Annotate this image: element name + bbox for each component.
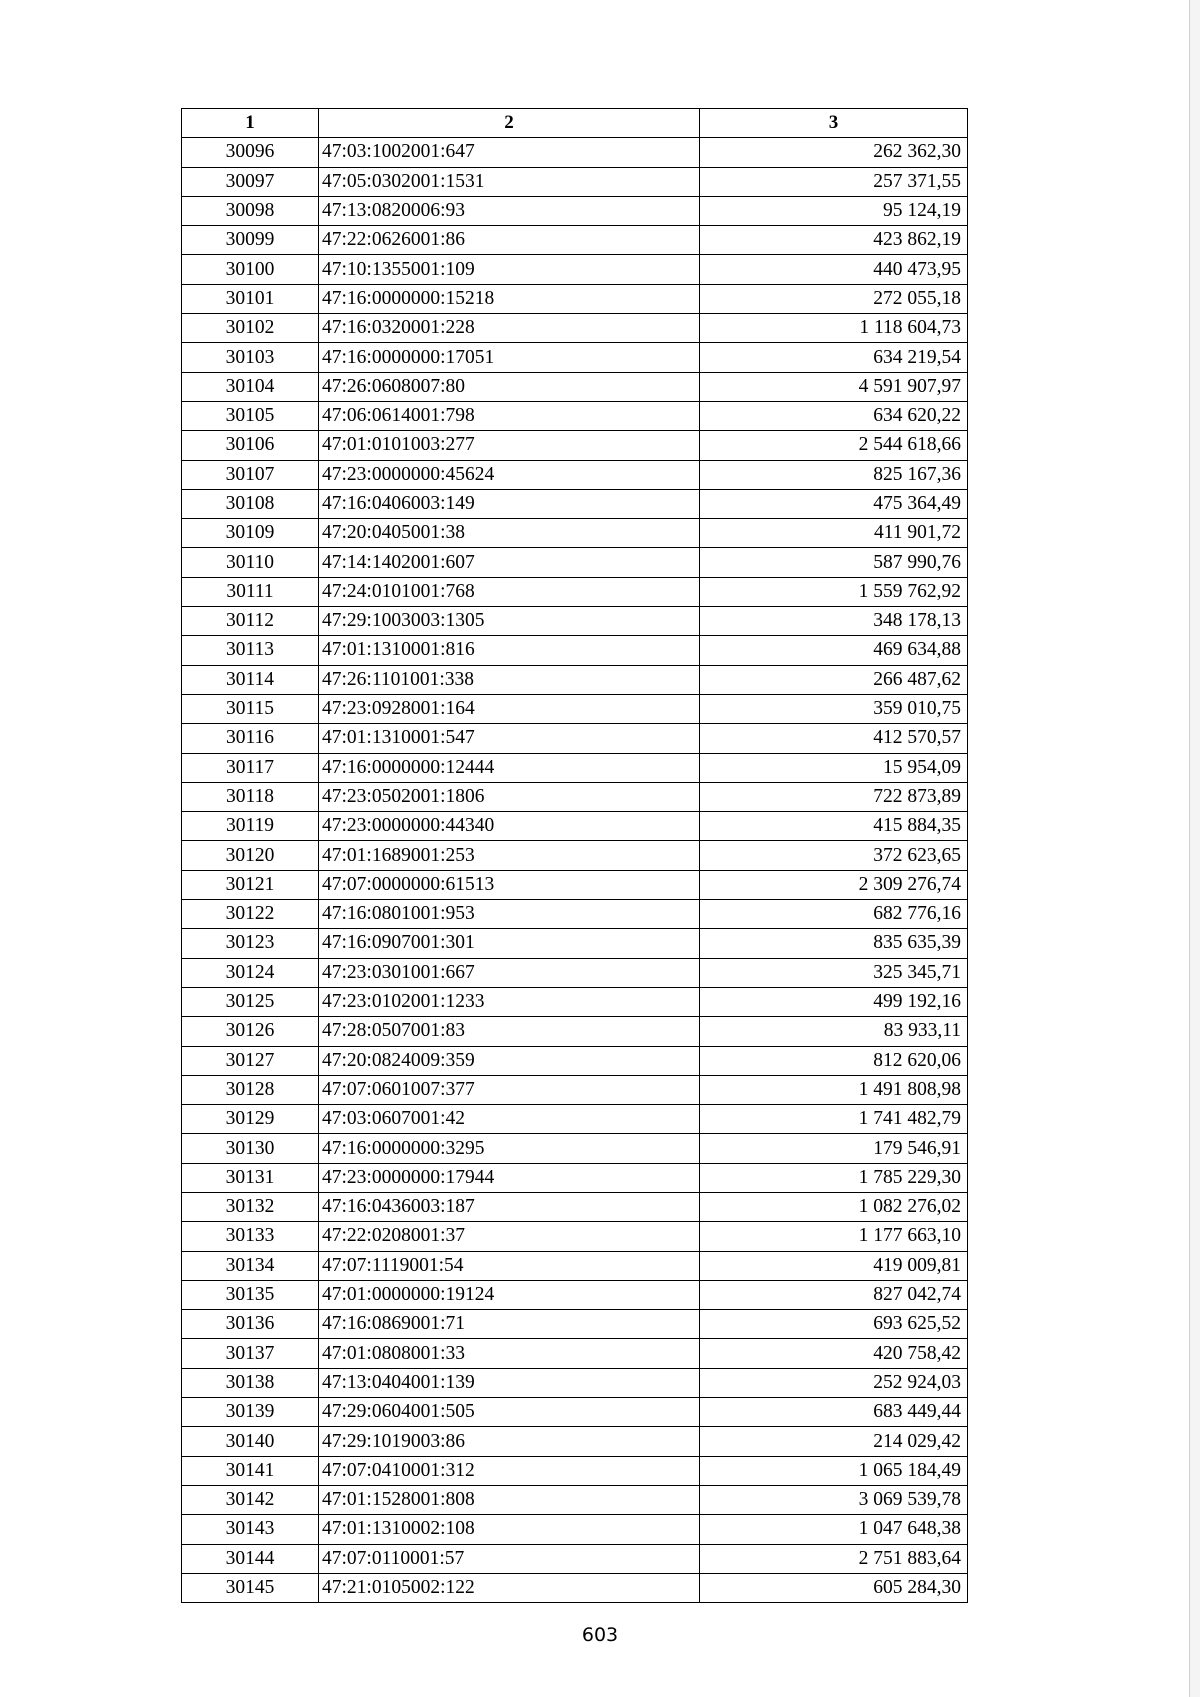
row-number-cell: 30098 [182, 196, 319, 225]
cadastral-number-cell: 47:07:0110001:57 [319, 1544, 700, 1573]
table-row [182, 577, 968, 606]
cadastral-number-cell: 47:24:0101001:768 [319, 577, 700, 606]
cadastral-value-cell: 420 758,42 [700, 1339, 968, 1368]
column-header-2: 2 [319, 109, 700, 138]
cadastral-value-cell: 1 082 276,02 [700, 1192, 968, 1221]
table-row [182, 1222, 968, 1251]
cadastral-number-cell: 47:29:0604001:505 [319, 1398, 700, 1427]
cadastral-number-cell: 47:13:0820006:93 [319, 196, 700, 225]
cadastral-number-cell: 47:10:1355001:109 [319, 255, 700, 284]
row-number-cell: 30121 [182, 870, 319, 899]
table-row [182, 401, 968, 430]
row-number-cell: 30127 [182, 1046, 319, 1075]
table-row [182, 1280, 968, 1309]
row-number-cell: 30107 [182, 460, 319, 489]
row-number-cell: 30111 [182, 577, 319, 606]
cadastral-value-cell: 266 487,62 [700, 665, 968, 694]
table-row [182, 1105, 968, 1134]
row-number-cell: 30130 [182, 1134, 319, 1163]
column-header-1: 1 [182, 109, 319, 138]
table-row [182, 929, 968, 958]
cadastral-value-cell: 693 625,52 [700, 1310, 968, 1339]
cadastral-value-cell: 359 010,75 [700, 694, 968, 723]
table-row [182, 372, 968, 401]
table-row [182, 167, 968, 196]
cadastral-value-cell: 722 873,89 [700, 782, 968, 811]
cadastral-value-cell: 634 620,22 [700, 401, 968, 430]
cadastral-number-cell: 47:29:1019003:86 [319, 1427, 700, 1456]
cadastral-value-cell: 827 042,74 [700, 1280, 968, 1309]
table-header-row [182, 109, 968, 138]
cadastral-value-cell: 634 219,54 [700, 343, 968, 372]
table-row [182, 1398, 968, 1427]
row-number-cell: 30123 [182, 929, 319, 958]
cadastral-number-cell: 47:16:0000000:17051 [319, 343, 700, 372]
table-row [182, 226, 968, 255]
cadastral-value-cell: 1 491 808,98 [700, 1075, 968, 1104]
cadastral-value-cell: 179 546,91 [700, 1134, 968, 1163]
cadastral-value-cell: 252 924,03 [700, 1368, 968, 1397]
cadastral-value-cell: 423 862,19 [700, 226, 968, 255]
table-row [182, 987, 968, 1016]
table-row [182, 1192, 968, 1221]
row-number-cell: 30139 [182, 1398, 319, 1427]
cadastral-number-cell: 47:16:0869001:71 [319, 1310, 700, 1339]
cadastral-value-cell: 1 065 184,49 [700, 1456, 968, 1485]
cadastral-number-cell: 47:01:0000000:19124 [319, 1280, 700, 1309]
table-row [182, 753, 968, 782]
column-header-3: 3 [700, 109, 968, 138]
row-number-cell: 30118 [182, 782, 319, 811]
row-number-cell: 30119 [182, 812, 319, 841]
table-row [182, 1310, 968, 1339]
cadastral-number-cell: 47:26:1101001:338 [319, 665, 700, 694]
cadastral-value-cell: 440 473,95 [700, 255, 968, 284]
row-number-cell: 30102 [182, 314, 319, 343]
table-row [182, 1251, 968, 1280]
cadastral-number-cell: 47:23:0928001:164 [319, 694, 700, 723]
cadastral-value-cell: 411 901,72 [700, 519, 968, 548]
table-row [182, 812, 968, 841]
cadastral-number-cell: 47:07:1119001:54 [319, 1251, 700, 1280]
cadastral-value-cell: 4 591 907,97 [700, 372, 968, 401]
cadastral-number-cell: 47:01:1310001:816 [319, 636, 700, 665]
row-number-cell: 30105 [182, 401, 319, 430]
cadastral-number-cell: 47:23:0301001:667 [319, 958, 700, 987]
cadastral-number-cell: 47:01:1310001:547 [319, 724, 700, 753]
row-number-cell: 30110 [182, 548, 319, 577]
cadastral-number-cell: 47:26:0608007:80 [319, 372, 700, 401]
cadastral-number-cell: 47:20:0405001:38 [319, 519, 700, 548]
row-number-cell: 30106 [182, 431, 319, 460]
row-number-cell: 30136 [182, 1310, 319, 1339]
table-row [182, 1046, 968, 1075]
cadastral-value-cell: 348 178,13 [700, 607, 968, 636]
row-number-cell: 30117 [182, 753, 319, 782]
table-row [182, 431, 968, 460]
cadastral-value-cell: 812 620,06 [700, 1046, 968, 1075]
cadastral-value-cell: 3 069 539,78 [700, 1485, 968, 1514]
cadastral-value-cell: 214 029,42 [700, 1427, 968, 1456]
cadastral-number-cell: 47:23:0000000:17944 [319, 1163, 700, 1192]
table-row [182, 636, 968, 665]
cadastral-value-cell: 469 634,88 [700, 636, 968, 665]
cadastral-value-cell: 95 124,19 [700, 196, 968, 225]
cadastral-value-cell: 825 167,36 [700, 460, 968, 489]
cadastral-value-cell: 1 559 762,92 [700, 577, 968, 606]
cadastral-number-cell: 47:07:0601007:377 [319, 1075, 700, 1104]
row-number-cell: 30134 [182, 1251, 319, 1280]
table-row [182, 1544, 968, 1573]
cadastral-number-cell: 47:16:0406003:149 [319, 489, 700, 518]
table-body [182, 138, 968, 1603]
table-row [182, 1427, 968, 1456]
table-row [182, 1163, 968, 1192]
cadastral-value-cell: 605 284,30 [700, 1573, 968, 1602]
table-row [182, 1134, 968, 1163]
table-row [182, 900, 968, 929]
cadastral-number-cell: 47:03:0607001:42 [319, 1105, 700, 1134]
cadastral-value-cell: 2 544 618,66 [700, 431, 968, 460]
cadastral-value-cell: 499 192,16 [700, 987, 968, 1016]
row-number-cell: 30137 [182, 1339, 319, 1368]
table-row [182, 343, 968, 372]
table-row [182, 870, 968, 899]
row-number-cell: 30120 [182, 841, 319, 870]
table-row [182, 958, 968, 987]
table-row [182, 314, 968, 343]
row-number-cell: 30108 [182, 489, 319, 518]
row-number-cell: 30125 [182, 987, 319, 1016]
cadastral-value-cell: 415 884,35 [700, 812, 968, 841]
cadastral-value-cell: 83 933,11 [700, 1017, 968, 1046]
row-number-cell: 30131 [182, 1163, 319, 1192]
cadastral-number-cell: 47:29:1003003:1305 [319, 607, 700, 636]
cadastral-value-cell: 257 371,55 [700, 167, 968, 196]
cadastral-number-cell: 47:03:1002001:647 [319, 138, 700, 167]
cadastral-value-cell: 683 449,44 [700, 1398, 968, 1427]
row-number-cell: 30114 [182, 665, 319, 694]
cadastral-number-cell: 47:06:0614001:798 [319, 401, 700, 430]
cadastral-number-cell: 47:01:0808001:33 [319, 1339, 700, 1368]
cadastral-number-cell: 47:01:1689001:253 [319, 841, 700, 870]
cadastral-number-cell: 47:16:0000000:15218 [319, 284, 700, 313]
cadastral-value-cell: 475 364,49 [700, 489, 968, 518]
table-row [182, 138, 968, 167]
row-number-cell: 30144 [182, 1544, 319, 1573]
cadastral-number-cell: 47:16:0801001:953 [319, 900, 700, 929]
row-number-cell: 30138 [182, 1368, 319, 1397]
cadastral-number-cell: 47:01:0101003:277 [319, 431, 700, 460]
cadastral-number-cell: 47:16:0000000:12444 [319, 753, 700, 782]
table-row [182, 782, 968, 811]
table-row [182, 1573, 968, 1602]
table-row [182, 841, 968, 870]
cadastral-value-cell: 2 309 276,74 [700, 870, 968, 899]
table-row [182, 460, 968, 489]
cadastral-number-cell: 47:01:1528001:808 [319, 1485, 700, 1514]
cadastral-number-cell: 47:20:0824009:359 [319, 1046, 700, 1075]
cadastral-number-cell: 47:23:0000000:44340 [319, 812, 700, 841]
data-table [181, 108, 968, 1603]
table-row [182, 1075, 968, 1104]
cadastral-number-cell: 47:21:0105002:122 [319, 1573, 700, 1602]
row-number-cell: 30124 [182, 958, 319, 987]
cadastral-value-cell: 419 009,81 [700, 1251, 968, 1280]
cadastral-number-cell: 47:23:0000000:45624 [319, 460, 700, 489]
table-row [182, 1515, 968, 1544]
cadastral-number-cell: 47:13:0404001:139 [319, 1368, 700, 1397]
page-edge [1189, 0, 1200, 1697]
row-number-cell: 30113 [182, 636, 319, 665]
cadastral-number-cell: 47:16:0436003:187 [319, 1192, 700, 1221]
table-row [182, 665, 968, 694]
row-number-cell: 30133 [182, 1222, 319, 1251]
table-row [182, 284, 968, 313]
cadastral-number-cell: 47:22:0626001:86 [319, 226, 700, 255]
cadastral-value-cell: 325 345,71 [700, 958, 968, 987]
row-number-cell: 30112 [182, 607, 319, 636]
row-number-cell: 30126 [182, 1017, 319, 1046]
row-number-cell: 30103 [182, 343, 319, 372]
row-number-cell: 30100 [182, 255, 319, 284]
table-row [182, 1485, 968, 1514]
cadastral-value-cell: 835 635,39 [700, 929, 968, 958]
row-number-cell: 30135 [182, 1280, 319, 1309]
table-row [182, 548, 968, 577]
cadastral-number-cell: 47:01:1310002:108 [319, 1515, 700, 1544]
row-number-cell: 30140 [182, 1427, 319, 1456]
cadastral-value-cell: 1 785 229,30 [700, 1163, 968, 1192]
cadastral-number-cell: 47:07:0000000:61513 [319, 870, 700, 899]
row-number-cell: 30101 [182, 284, 319, 313]
row-number-cell: 30145 [182, 1573, 319, 1602]
row-number-cell: 30128 [182, 1075, 319, 1104]
row-number-cell: 30143 [182, 1515, 319, 1544]
cadastral-value-cell: 587 990,76 [700, 548, 968, 577]
row-number-cell: 30129 [182, 1105, 319, 1134]
cadastral-value-cell: 412 570,57 [700, 724, 968, 753]
row-number-cell: 30141 [182, 1456, 319, 1485]
table-row [182, 694, 968, 723]
table-row [182, 607, 968, 636]
cadastral-number-cell: 47:14:1402001:607 [319, 548, 700, 577]
table-row [182, 724, 968, 753]
cadastral-number-cell: 47:23:0102001:1233 [319, 987, 700, 1016]
cadastral-value-cell: 1 118 604,73 [700, 314, 968, 343]
cadastral-value-cell: 2 751 883,64 [700, 1544, 968, 1573]
cadastral-value-cell: 1 047 648,38 [700, 1515, 968, 1544]
cadastral-value-cell: 682 776,16 [700, 900, 968, 929]
cadastral-number-cell: 47:22:0208001:37 [319, 1222, 700, 1251]
table-row [182, 1017, 968, 1046]
row-number-cell: 30122 [182, 900, 319, 929]
cadastral-value-cell: 1 741 482,79 [700, 1105, 968, 1134]
row-number-cell: 30104 [182, 372, 319, 401]
cadastral-number-cell: 47:23:0502001:1806 [319, 782, 700, 811]
cadastral-number-cell: 47:16:0907001:301 [319, 929, 700, 958]
row-number-cell: 30096 [182, 138, 319, 167]
cadastral-value-cell: 272 055,18 [700, 284, 968, 313]
table-row [182, 1456, 968, 1485]
table-row [182, 489, 968, 518]
cadastral-value-cell: 372 623,65 [700, 841, 968, 870]
cadastral-number-cell: 47:16:0320001:228 [319, 314, 700, 343]
table-row [182, 196, 968, 225]
page-number: 603 [581, 1624, 619, 1646]
row-number-cell: 30109 [182, 519, 319, 548]
row-number-cell: 30099 [182, 226, 319, 255]
row-number-cell: 30142 [182, 1485, 319, 1514]
table-row [182, 1339, 968, 1368]
cadastral-number-cell: 47:05:0302001:1531 [319, 167, 700, 196]
table-row [182, 1368, 968, 1397]
cadastral-number-cell: 47:16:0000000:3295 [319, 1134, 700, 1163]
cadastral-value-cell: 262 362,30 [700, 138, 968, 167]
row-number-cell: 30097 [182, 167, 319, 196]
table-row [182, 255, 968, 284]
cadastral-number-cell: 47:07:0410001:312 [319, 1456, 700, 1485]
cadastral-number-cell: 47:28:0507001:83 [319, 1017, 700, 1046]
row-number-cell: 30116 [182, 724, 319, 753]
cadastral-value-cell: 15 954,09 [700, 753, 968, 782]
row-number-cell: 30115 [182, 694, 319, 723]
cadastral-value-cell: 1 177 663,10 [700, 1222, 968, 1251]
row-number-cell: 30132 [182, 1192, 319, 1221]
table-row [182, 519, 968, 548]
